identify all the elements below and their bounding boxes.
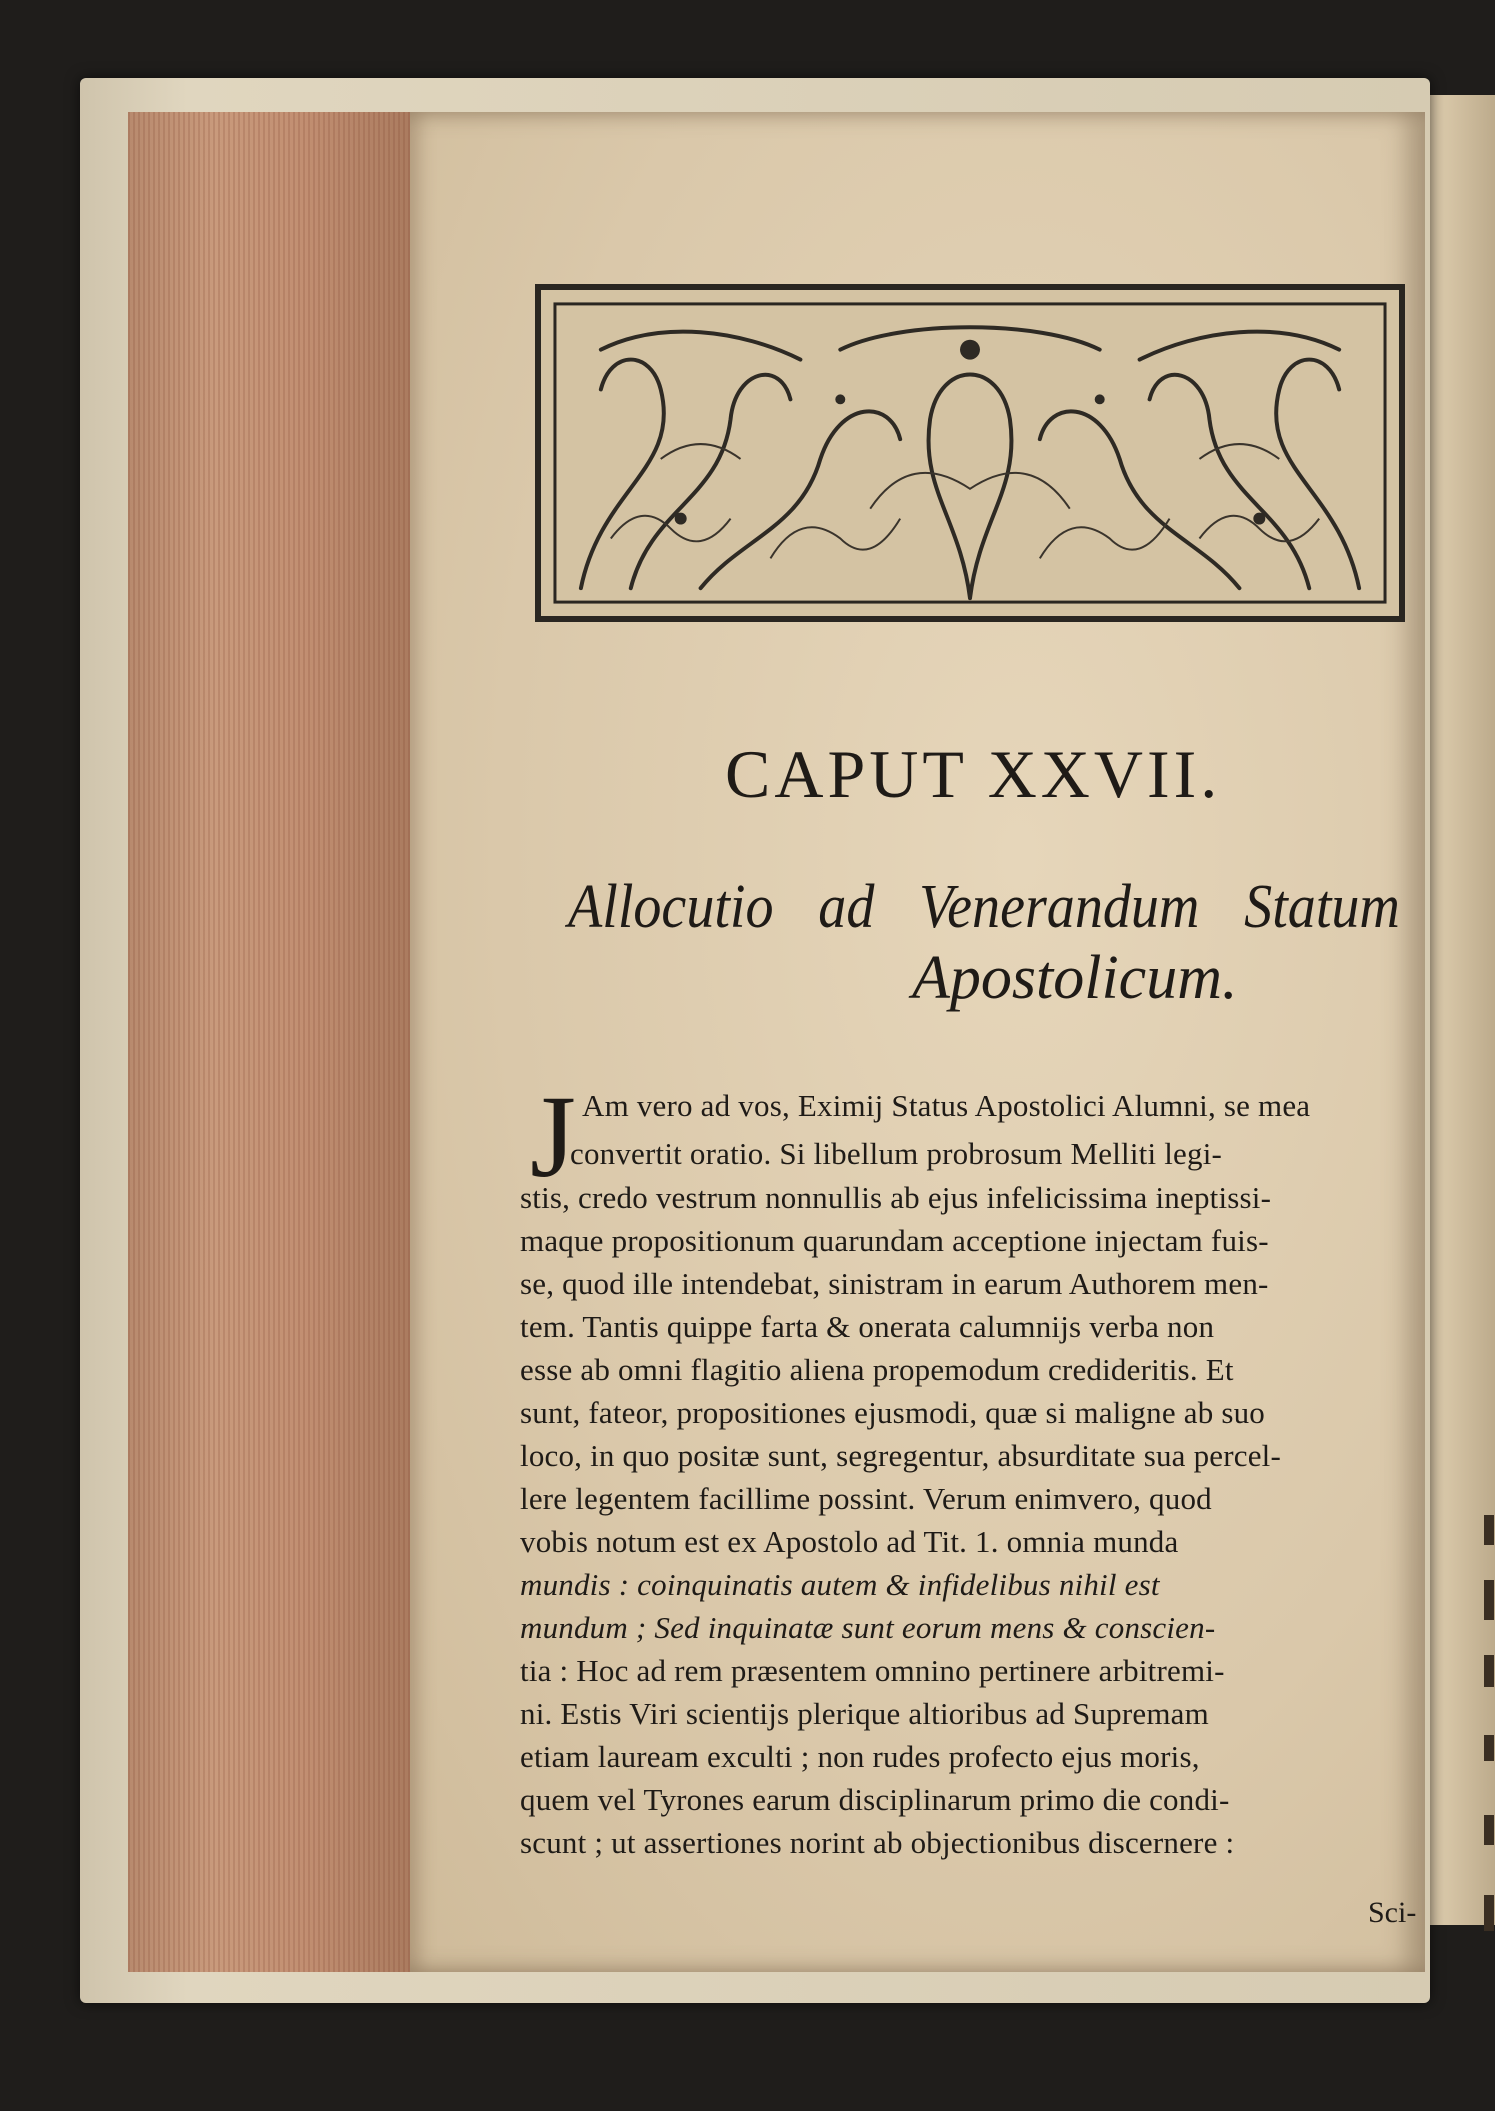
body-line: stis, credo vestrum nonnullis ab ejus infelicissima ineptissi- (520, 1180, 1272, 1215)
body-line: etiam lauream exculti ; non rudes profecto ejus moris, (520, 1739, 1200, 1774)
body-line: quem vel Tyrones earum disciplinarum primo die condi- (520, 1782, 1230, 1817)
body-line: convertit oratio. Si libellum probrosum Melliti legi- (570, 1136, 1223, 1171)
ornamental-headpiece (535, 284, 1405, 622)
body-line: sunt, fateor, propositiones ejusmodi, quæ si maligne ab suo (520, 1395, 1266, 1430)
body-line: loco, in quo positæ sunt, segregentur, absurditate sua percel- (520, 1438, 1282, 1473)
body-line: maque propositionum quarundam acceptione injectam fuis- (520, 1223, 1269, 1258)
catchword: Sci- (1368, 1896, 1417, 1929)
body-line: Am vero ad vos, Eximij Status Apostolici Alumni, se mea (582, 1088, 1311, 1123)
body-line: mundum ; Sed inquinatæ sunt eorum mens & conscien- (520, 1610, 1216, 1645)
body-line: scunt ; ut assertiones norint ab objectionibus discernere : (520, 1825, 1235, 1860)
chapter-heading: CAPUT XXVII. (725, 736, 1222, 812)
body-line: lere legentem facillime possint. Verum enimvero, quod (520, 1481, 1212, 1516)
chapter-subtitle-line-1: Allocutio ad Venerandum Statum (568, 873, 1400, 941)
drop-cap: J (530, 1071, 576, 1202)
body-line: ni. Estis Viri scientijs plerique altioribus ad Supremam (520, 1696, 1209, 1731)
chapter-subtitle-line-2: Apostolicum. (912, 944, 1238, 1012)
body-line: tem. Tantis quippe farta & onerata calumnijs verba non (520, 1309, 1215, 1344)
body-line: mundis : coinquinatis autem & infidelibus nihil est (520, 1567, 1160, 1602)
body-line: tia : Hoc ad rem præsentem omnino pertinere arbitremi- (520, 1653, 1225, 1688)
page-block-edge (128, 112, 420, 1972)
floral-ornament-icon (541, 290, 1399, 616)
body-line: esse ab omni flagitio aliena propemodum credideritis. Et (520, 1352, 1234, 1387)
body-line: vobis notum est ex Apostolo ad Tit. 1. omnia munda (520, 1524, 1179, 1559)
body-line: se, quod ille intendebat, sinistram in earum Authorem men- (520, 1266, 1269, 1301)
